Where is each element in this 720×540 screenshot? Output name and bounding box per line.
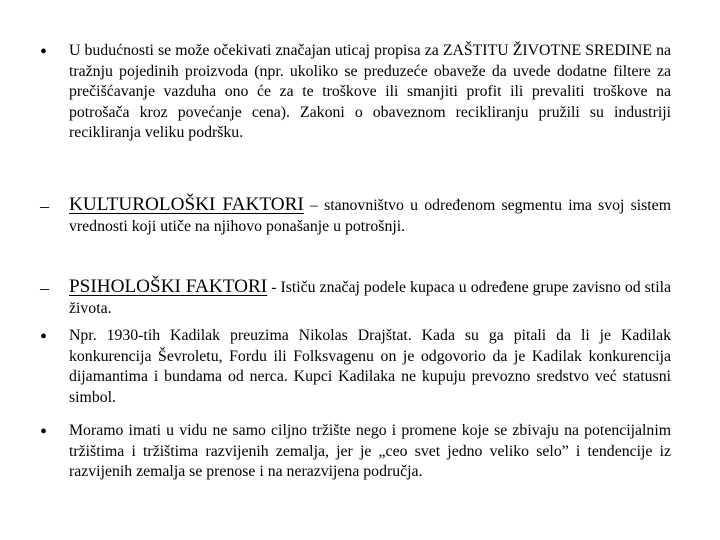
bullet-text: U budućnosti se može očekivati značajan uticaj propisa za ZAŠTITU ŽIVOTNE SREDINE na tražnju pojedinih proizvoda (npr. ukoliko se preduzeće obaveže da uvede dodatne filtere za prečišćavanje vazduha ono će za te troškove ili smanjiti profit ili prevaliti troškove na potrošača kroz povećanje cena). Zakoni o obaveznom recikliranju pružili su industriji recikliranja veliku podršku. <box>69 42 671 142</box>
section-heading-psychological: PSIHOLOŠKI FAKTORI <box>69 276 268 297</box>
dash-item-psychological-factors <box>40 277 671 319</box>
bullet-item-cadillac <box>40 326 671 408</box>
bullet-marker: • <box>40 326 48 348</box>
bullet-text: Moramo imati u vidu ne samo ciljno tržište nego i promene koje se zbivaju na potencijalnim tržištima i tržištima razvijenih zemalja, jer je „ceo svet jedno veliko selo” i tendencije iz razvijenih zemalja se prenose i na nerazvijena područja. <box>69 422 671 481</box>
dash-text <box>69 195 671 237</box>
dash-marker: – <box>40 196 49 216</box>
bullet-marker: • <box>40 41 48 63</box>
section-heading-cultural: KULTUROLOŠKI FAKTORI <box>69 194 304 215</box>
bullet-item-environment <box>40 41 671 144</box>
dash-body-psychological: - Ističu značaj podele kupaca u određene grupe zavisno od stila života. <box>69 279 671 317</box>
bullet-item-global-markets <box>40 421 671 483</box>
bullet-marker: • <box>40 421 48 443</box>
bullet-text: Npr. 1930-tih Kadilak preuzima Nikolas Drajštat. Kada su ga pitali da li je Kadilak konkurencija Ševroletu, Fordu ili Folksvagenu on je odgovorio da je Kadilak konkurencija dijamantima i bundama od nerca. Kupci Kadilaka ne kupuju prevozno sredstvo već statusni simbol. <box>69 327 671 406</box>
dash-body-cultural: – stanovništvo u određenom segmentu ima svoj sistem vrednosti koji utiče na njihovo ponašanje u potrošnji. <box>69 197 671 235</box>
dash-text <box>69 277 671 319</box>
dash-item-cultural-factors <box>40 195 671 237</box>
dash-marker: – <box>40 278 49 298</box>
